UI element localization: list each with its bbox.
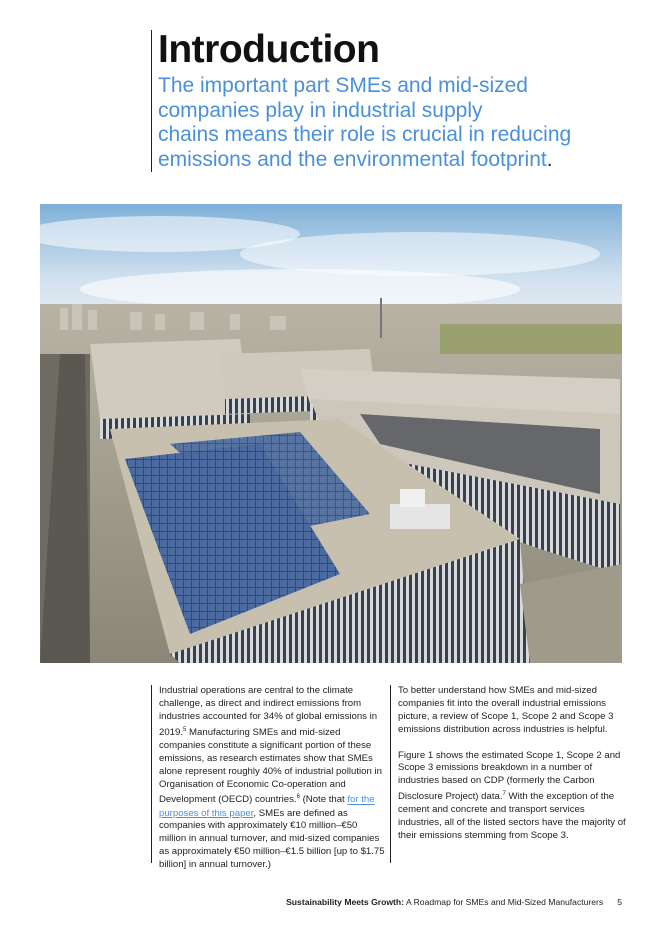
paragraph-left [159,685,385,872]
footer-title-rest: A Roadmap for SMEs and Mid-Sized Manufacturers [404,897,604,907]
purposes-link[interactable]: for the purposes of this paper [159,794,375,819]
paragraph-right-1: To better understand how SMEs and mid-sized companies fit into the overall industrial emissions picture, a review of Scope 1, Scope 2 and Scope 3 emissions distribution across industries is helpful. [398,685,614,735]
subtitle-period: . [546,147,553,171]
aerial-factory-photo-icon [40,204,622,663]
text-segment: With the exception of the cement and concrete and transport services industries, all of the listed sectors have the majority of their emissions stemming from Scope 3. [398,791,626,842]
header-block [151,30,608,172]
subtitle-line-1: The important part SMEs and mid-sized [158,74,528,97]
body-column-left [151,685,385,871]
paragraph-right-2 [398,750,628,844]
subtitle-line-2: companies play in industrial supply [158,98,483,122]
text-segment: , SMEs are defined as companies with approximately €10 million–€50 million in annual turnover, and mid-sized companies as approximately €50 million–€1.5 billion [up to $1.75 billion] in annual turnover.) [159,807,385,871]
text-segment: Industrial operations are central to the climate challenge, as direct and indirect emissions from industries accounted for 34% of global emissions in 2019. [159,685,378,738]
page-number: 5 [617,897,622,907]
page-title: Introduction [158,28,380,71]
text-segment: Manufacturing SMEs and mid-sized companies constitute a significant portion of these emissions, as research estimates show that SMEs alone represent roughly 40% of industrial pollution in Organisation of Economic Co-operation and Development (OECD) countries. [159,726,382,806]
text-segment: Figure 1 shows the estimated Scope 1, Scope 2 and Scope 3 emissions breakdown in a number of industries based on CDP (formerly the Carbon Disclosure Project) data. [398,749,621,803]
subtitle-line-4: emissions and the environmental footprint [158,147,547,171]
subtitle-line-3: chains means their role is crucial in reducing [158,123,572,146]
page-subtitle [158,74,598,172]
text-segment: (Note that [299,794,348,806]
footer-title-bold: Sustainability Meets Growth: [286,897,405,907]
page-footer [286,897,622,907]
footnote-ref-7[interactable]: 7 [502,791,506,798]
footnote-ref-6[interactable]: 6 [296,794,300,801]
footnote-ref-5[interactable]: 5 [183,726,187,733]
body-column-right [390,685,628,863]
hero-image [40,204,622,663]
